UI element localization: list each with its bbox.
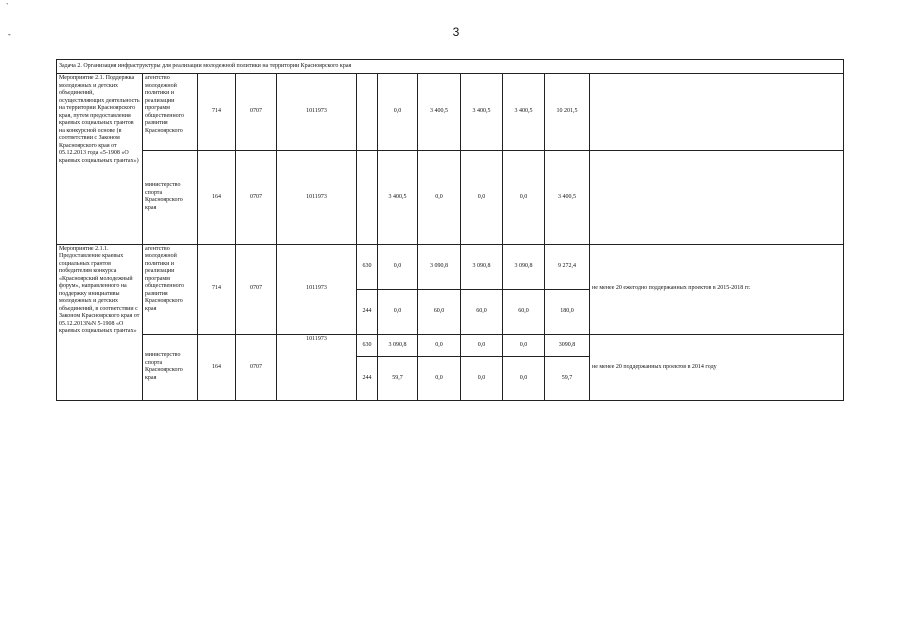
value-2014: 59,7: [378, 356, 418, 400]
grbs-cell: 164: [198, 151, 236, 244]
value-2017: 0,0: [503, 151, 545, 244]
grbs-cell: 714: [198, 74, 236, 151]
task-title: Задача 2. Организация инфраструктуры для реализации молодежной политики на территории Красноярского края: [57, 60, 844, 74]
value-2016: 0,0: [461, 334, 503, 356]
table-row: [57, 151, 844, 244]
vr-cell: [357, 151, 378, 244]
rzpr-cell: 0707: [236, 74, 277, 151]
rzpr-cell: 0707: [236, 244, 277, 334]
value-2017: 0,0: [503, 334, 545, 356]
result-cell: не менее 20 ежегодно поддержанных проектов в 2015-2018 гг.: [590, 244, 844, 334]
value-total: 3 400,5: [545, 151, 590, 244]
agency-cell: министерство спорта Красноярского края: [143, 334, 198, 400]
value-2016: 60,0: [461, 289, 503, 334]
measure-name: Мероприятие 2.1. Поддержка молодежных и детских объединений, осуществляющих деятельность на территории Красноярского края, путем предоставления краевых социальных грантов на конкурсной основе (в соответствии с Законом Красноярского края от 05.12.2013 года «5-1908 «О краевых социальных грантах»): [57, 74, 143, 244]
value-2017: 3 400,5: [503, 74, 545, 151]
value-2014: 0,0: [378, 244, 418, 289]
value-2016: 0,0: [461, 151, 503, 244]
value-2014: 3 400,5: [378, 151, 418, 244]
value-2015: 3 090,8: [418, 244, 461, 289]
vr-cell: 244: [357, 356, 378, 400]
value-2014: 3 090,8: [378, 334, 418, 356]
csr-cell: 1011973: [277, 74, 357, 151]
vr-cell: 630: [357, 244, 378, 289]
value-2016: 3 400,5: [461, 74, 503, 151]
csr-cell: 1011973: [277, 244, 357, 334]
corner-mark-side: -: [8, 30, 11, 39]
agency-cell: агентство молодежной политики и реализации программ общественного развития Красноярского: [143, 74, 198, 151]
vr-cell: 630: [357, 334, 378, 356]
rzpr-cell: 0707: [236, 151, 277, 244]
value-2016: 3 090,8: [461, 244, 503, 289]
value-2017: 0,0: [503, 356, 545, 400]
rzpr-cell: 0707: [236, 334, 277, 400]
value-2017: 60,0: [503, 289, 545, 334]
table-row: [57, 74, 844, 151]
value-2014: 0,0: [378, 289, 418, 334]
value-2015: 0,0: [418, 151, 461, 244]
task-title-row: [57, 60, 844, 74]
agency-cell: министерство спорта Красноярского края: [143, 151, 198, 244]
value-total: 3090,8: [545, 334, 590, 356]
grbs-cell: 164: [198, 334, 236, 400]
vr-cell: 244: [357, 289, 378, 334]
corner-mark-top: `: [6, 2, 9, 11]
value-2015: 0,0: [418, 356, 461, 400]
table-row: [57, 244, 844, 289]
result-cell: [590, 74, 844, 151]
value-total: 180,0: [545, 289, 590, 334]
value-2016: 0,0: [461, 356, 503, 400]
measure-name: Мероприятие 2.1.1. Предоставление краевых социальных грантов победителям конкурса «Красноярский молодежный форум», направленного на поддержку инициативы молодежных и детских объединений, в соответствии с Законом Красноярского края от 05.12.2013№N 5-1908 «О краевых социальных грантах»: [57, 244, 143, 400]
csr-cell: 1011973: [277, 334, 357, 400]
agency-cell: агентство молодежной политики и реализации программ общественного развития Красноярского края: [143, 244, 198, 334]
value-2014: 0,0: [378, 74, 418, 151]
program-table: [56, 59, 844, 401]
value-total: 9 272,4: [545, 244, 590, 289]
result-cell: не менее 20 поддержанных проектов в 2014 году: [590, 334, 844, 400]
value-2015: 60,0: [418, 289, 461, 334]
value-2015: 3 400,5: [418, 74, 461, 151]
value-total: 10 201,5: [545, 74, 590, 151]
csr-cell: 1011973: [277, 151, 357, 244]
page-number: 3: [452, 25, 460, 39]
table-row: [57, 334, 844, 356]
vr-cell: [357, 74, 378, 151]
grbs-cell: 714: [198, 244, 236, 334]
value-2017: 3 090,8: [503, 244, 545, 289]
result-cell: [590, 151, 844, 244]
value-total: 59,7: [545, 356, 590, 400]
value-2015: 0,0: [418, 334, 461, 356]
